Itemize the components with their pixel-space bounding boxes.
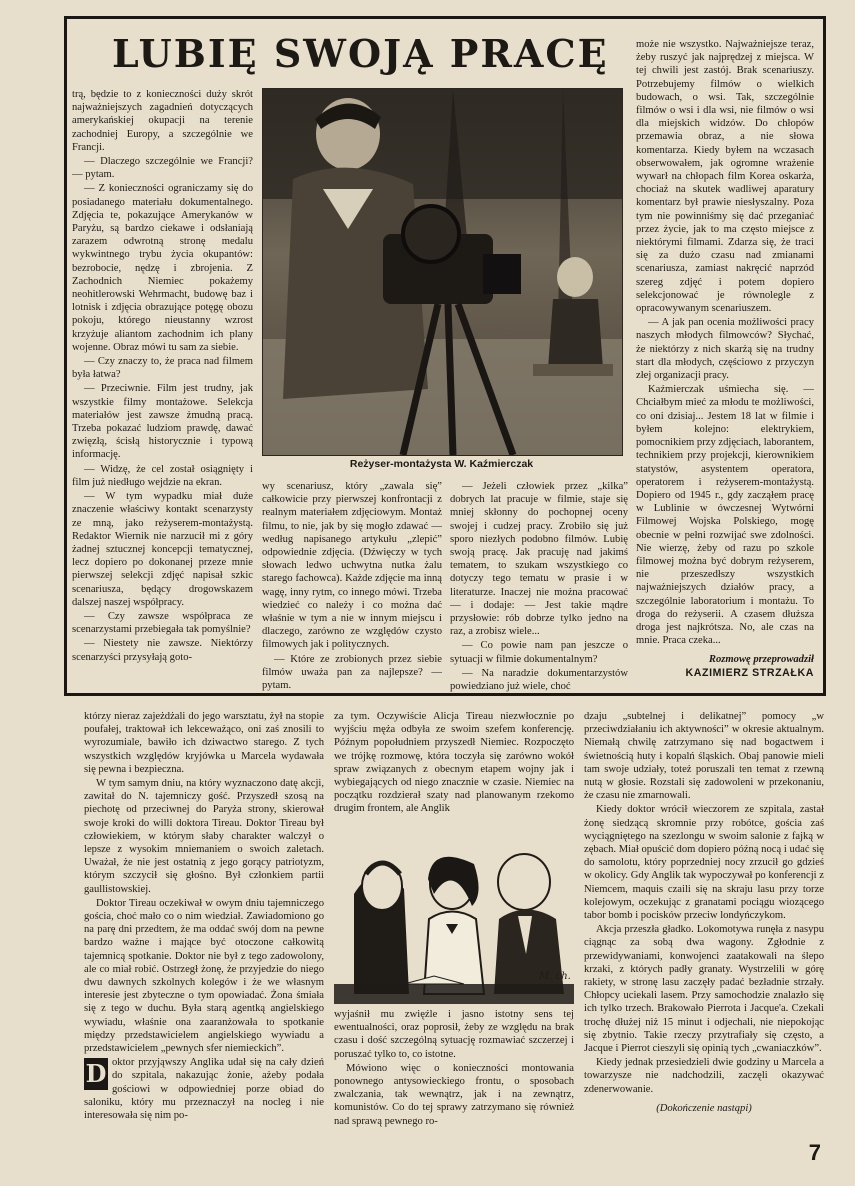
signoff-line: Rozmowę przeprowadził xyxy=(708,654,814,666)
photo-caption: Reżyser-montażysta W. Kaźmierczak xyxy=(349,458,534,470)
paragraph: Doktor Tireau oczekiwał w owym dniu tajemniczego gościa, choć mało co o nim wiedział. Zawiadomiono go na parę dni przedtem, że ma oddać swój dom na pewne bardzo ważne i mające być otoczone całkowitą tajemnicą spotkanie. Doktor nie był z tego zadowolony, ale co miał robić. Ostrzegł żonę, że przyjedzie do niego dwu dawnych szkolnych kolegów i że we własnym interesie jest zbyteczne o tym opowiadać. Żona śmiała się z tego w duchu. Była starą agentką angielskiego wywiadu, właśnie ona zaaranżowała to spotkanie między przedstawicielem angielskiego wywiadu a przedstawicielem „pewnych sfer niemieckich”. xyxy=(84,897,324,1055)
paragraph: — W tym wypadku miał duże znaczenie właściwy kontakt scenarzysty ze mną, jako reżyserem-montażystą. Redaktor Wiernik nie narzucił mi z góry żadnej sztucznej koncepcji tematycznej, lecz dopiero po dokonanej przeze mnie pierwszej selekcji zdjęć napisał szkic scenariusza, będący drogowskazem dalszej naszej współpracy. xyxy=(72,491,253,608)
director-photo xyxy=(262,88,623,456)
signoff-author: KAZIMIERZ STRZAŁKA xyxy=(685,666,814,679)
paragraph: — A jak pan ocenia możliwości pracy naszych młodych filmowców? Słychać, że niektórzy z nich skarżą się na trudny start dla młodych, częściowo z przyczyn złej organizacji pracy. xyxy=(636,317,814,382)
paragraph: Akcja przeszła gładko. Lokomotywa runęła z nasypu ciągnąc za sobą dwa wagony. Zgłodnie z przewidywaniami, konwojenci zaatakowali na ślepo krzaki, z których padły granaty. Wystrzelili w górę rakiety, w stronę lasu zaczęły padać bezładnie strzały. Chłopcy uciekali lasem. Przy samochodzie znalazło się ich tylko trzech. Brakowało Pierrota i Jacque'a. Czekali trochę dłużej niż 15 minut i odjechali, nie niepokojąc się zbytnio. Takie rzeczy przytrafiały się często, a Jacque i Pierrot cieszyli się opinią tych „cwaniaczków”. xyxy=(584,924,824,1055)
continued-note: (Dokończenie nastąpi) xyxy=(656,1102,752,1114)
paragraph: — Na naradzie dokumentarzystów powiedziano już wiele, choć xyxy=(450,667,628,693)
story-column-3 xyxy=(584,710,824,1176)
story-column-3-text xyxy=(584,710,824,1096)
paragraph: dzaju „subtelnej i delikatnej” pomocy „w przeciwdziałaniu ich aktywności” w okresie aktualnym. Niemałą chwilę zatrzymano się nad bogactwem i świetnością huty i kopalń śląskich. Obaj panowie mieli tam swoje udziały, toteż poruszali ten temat z rzewną nutą w głosie. Rozstali się zadowoleni w przekonaniu, że czasu nie zmarnowali. xyxy=(584,711,824,802)
paragraph: — Co powie nam pan jeszcze o sytuacji w filmie dokumentalnym? xyxy=(450,640,628,665)
story-column-1 xyxy=(84,710,324,1176)
paragraph: trą, będzie to z konieczności duży skrót najważniejszych zagadnień dotyczących amerykańskiej okupacji na terenie zachodniej Europy, a szczególnie we Francji. xyxy=(72,89,253,153)
paragraph: — Czy zawsze współpraca ze scenarzystami przebiegała tak pomyślnie? xyxy=(72,610,253,636)
conspirators-drawing xyxy=(334,834,574,1004)
paragraph: — Niestety nie zawsze. Niektórzy scenarzyści przysyłają goto- xyxy=(72,638,253,663)
interview-column-1 xyxy=(72,88,253,693)
paragraph: — Widzę, że cel został osiągnięty i film już niedługo wejdzie na ekran. xyxy=(72,463,253,488)
article-headline: LUBIĘ SWOJĄ PRACĘ xyxy=(112,31,609,76)
paragraph: W tym samym dniu, na który wyznaczono datę akcji, zawitał do N. tajemniczy gość. Przyszedł szosą na piechotę od przeciwnej do Paryża strony, skierował swoje kroki do willi doktora Tireau. Doktor Tireau był człowiekiem, w którym słaby charakter walczył o lepsze z wysokim mniemaniem o swoich zaletach. Uważał, że nie jest ostatnią z jego gorący patriotyzm, którym szczycił się głośno. Był członkiem partii gaullistowskiej. xyxy=(84,778,324,895)
conspirators-illustration xyxy=(334,834,574,1004)
story-column-2-top xyxy=(334,710,574,828)
paragraph: — Dlaczego szczególnie we Francji? — pytam. xyxy=(72,156,253,181)
paragraph: wy scenariusz, który „zawala się” całkowicie przy pierwszej konfrontacji z realnym materiałem zdjęciowym. Montaż filmu, to nie, jak by się mogło zdawać — według napisanego artykułu „zlepić” odpowiednie zdjęcia. (Dźwięczy w tych słowach ledwo uchwytna nutka żalu starego fachowca). Każde zdjęcie ma inną wagę, inny rytm, co innego mówi. Trzeba wiedzieć co należy i co można dać właśnie w tym a nie w innym miejscu i dlaczego, zarówno ze względów czysto filmowych jak i politycznych. xyxy=(262,481,442,651)
paragraph: — Z konieczności ograniczamy się do posiadanego materiału dokumentalnego. Zdjęcia te, pokazujące Amerykanów w Paryżu, są bardzo ciekawe i odsłaniają zarazem odwrotną stronę medalu wykwintnego trybu życia okupantów: bezrobocie, nędzę i zbrojenia. Z Zachodnich Niemiec pokażemy neohitlerowski Wehrmacht, budowę baz i lotnisk i zdjęcia obrazujące potęgę obozu pokoju, którego nieustanny wzrost krzyżuje aliantom zachodnim ich plany wojenne. Obraz mówi tu sam za siebie. xyxy=(72,183,253,353)
drop-cap: D xyxy=(85,1059,107,1089)
paragraph: Kiedy jednak przesiedzieli dwie godziny u Marcela a towarzysze nie nadchodzili, zaczęli okazywać zdenerwowanie. xyxy=(584,1057,824,1095)
paragraph: Mówiono więc o konieczności montowania ponownego antysowieckiego frontu, o sposobach zwalczania, tak wewnątrz, jak i na zewnątrz, komunistów. Co do tej sprawy zatrzymano się również nad sprawą pewnego ro- xyxy=(334,1062,574,1127)
paragraph: może nie wszystko. Najważniejsze teraz, żeby ruszyć jak najprędzej z miejsca. W tej chwili jest zastój. Brak scenariuszy. Potrzebujemy filmów o wielkich budowach, o wsi. Tak, szczególnie filmów o wsi i dla wsi, nie filmów o wsi dla miejskich widzów. Do chłopów przemawia obraz, a nie słowa komentarza. Kiedy byłem na wczasach obserwowałem, jak ogromne wrażenie wywarł na chłopach film Korea oskarża, chociaż na skutek wadliwej aparatury komentarz był prawie niesłyszalny. Poza tym nie powinniśmy się dać przeganiać przez życie, jak to ma często miejsce z niektórymi filmami. Zdarza się, że traci się za dużo czasu nad zmianami scenariusza, zamiast nakręcić naprzód szereg zdjęć i potem dopiero selekcjonować je równolegle z opracowywanym scenariuszem. xyxy=(636,39,814,315)
story-column-2-bottom xyxy=(334,1008,574,1176)
paragraph: Kiedy doktor wrócił wieczorem ze szpitala, zastał żonę siedzącą skromnie przy robótce, gościa zaś wyciągniętego na szezlongu w swoim salonie z fajką w zębach. Miał opuścić dom dopiero późną nocą i udać się do samolotu, który poprzedniej nocy zrzucił go gdzieś w okolicy. Gdy Anglik tak wypoczywał po konferencji z Niemcem, maquis czaili się na skraju lasu przy torze kolejowym, oczekując z granatami pociągu wiozącego tabor bomb i pocisków przeciw londyńczykom. xyxy=(584,804,824,922)
director-photo-image xyxy=(263,89,622,455)
paragraph: którzy nieraz zajeżdżali do jego warsztatu, żył na stopie poufałej, traktował ich lekceważąco, oni zaś znosili to wyrozumiale, bawiło ich dziwactwo starego. Z tych wszystkich względów kryjówka u Marcela wydawała się pewna i bezpieczna. xyxy=(84,711,324,775)
interview-column-3 xyxy=(450,480,628,694)
illustration-signature: M. ch. xyxy=(539,971,571,982)
paragraph: — Jeżeli człowiek przez „kilka” dobrych lat pracuje w filmie, staje się mniej skłonny do pochopnej oceny swojej i cudzej pracy. Zrobiło się już sporo niezłych podobno filmów. Lubię swoją pracę. Jak pracuję nad jakimś tematem, to szukam wszystkiego co dotyczy tego tematu w prasie i w literaturze. Inaczej nie można pracować — i dodaje: — Jest takie mądre przysłowie: rób dobrze tylko jedno na raz, a zrobisz wiele... xyxy=(450,481,628,638)
interview-column-4-text xyxy=(636,38,814,647)
paragraph: za tym. Oczywiście Alicja Tireau niezwłocznie po wyjściu męża odbyła ze swoim szefem konferencję. Późnym popołudniem przyszedł Niemiec. Rozpoczęto we trójkę rozmowę, która toczyła się zarówno wokół spraw związanych z obecnym etapem wojny jak i wybiegających od niego znacznie w czasie. Niemiec na początku rozdzierał szaty nad planowanym rzekomo drugim frontem, ale Anglik xyxy=(334,711,574,815)
paragraph: — Przeciwnie. Film jest trudny, jak wszystkie filmy montażowe. Selekcja materiałów jest zawsze żmudną pracą. Trzeba pokazać ludziom prawdę, dawać zwięzłą, ścisłą historycznie i typową informację. xyxy=(72,383,253,461)
paragraph: Kaźmierczak uśmiecha się. — Chciałbym mieć za młodu te możliwości, co oni dzisiaj... Jestem 18 lat w filmie i byłem kolejno: elektrykiem, pomocnikiem przy zdjęciach, laborantem, technikiem przy projekcji, kierownikiem statystów, asystentem operatora, operatorem i reżyserem-montażystą. Dopiero od 1945 r., gdy zacząłem pracę w Lublinie w ówczesnej Wytwórni Filmowej Wojska Polskiego, mogę obecnie w pełni rozwijać swe zdolności. Nie wierzę, żeby od razu po szkole filmowej można być dobrym reżyserem, nie przeszedłszy wszystkich najważniejszych działów pracy, a szczególnie laboratorium i montażu. To droga do reżyserii. A czasem dłuższa droga jest najkrótsza. No, ale czas na mnie. Praca czeka... xyxy=(636,384,814,647)
paragraph: — Które ze zrobionych przez siebie filmów uważa pan za najlepsze? — pytam. xyxy=(262,653,442,692)
paragraph: wyjaśnił mu zwięźle i jasno istotny sens tej ewentualności, oraz poprosił, żeby ze względu na brak czasu i dość szczególną sytuację rozmawiać szczerzej i poruszać tylko to, co istotne. xyxy=(334,1009,574,1060)
story-column-1-text xyxy=(84,710,324,1055)
interview-column-2 xyxy=(262,480,442,694)
interview-column-4 xyxy=(636,38,814,693)
paragraph: — Czy znaczy to, że praca nad filmem była łatwa? xyxy=(72,356,253,381)
dropcap-paragraph-text: oktor przyjąwszy Anglika udał się na cały dzień do szpitala, nakazując żonie, ażeby podała gościowi w odpowiedniej porze obiad do saloniku, który mu przeznaczył na nocleg i nie interesowała się nim po- xyxy=(84,1057,324,1122)
page-number: 7 xyxy=(808,1140,821,1165)
story-dropcap-paragraph xyxy=(84,1056,324,1122)
